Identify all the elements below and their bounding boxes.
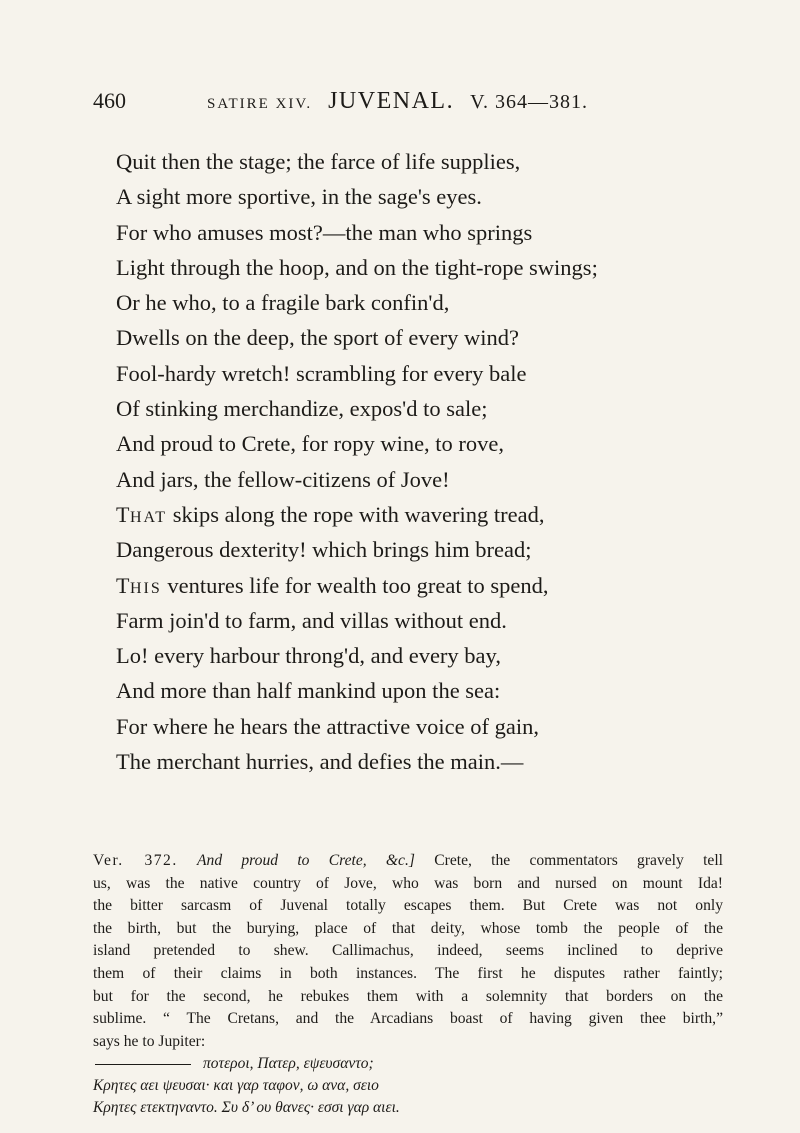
- footnote: [93, 850, 723, 1053]
- satire-label: SATIRE XIV.: [207, 96, 313, 112]
- note-line: us, was the native country of Jove, who was born and nursed on mount Ida!: [93, 874, 723, 892]
- verse-line: Farm join'd to farm, and villas without end.: [116, 607, 507, 633]
- small-caps-initial: T: [116, 501, 130, 527]
- verse-line: For who amuses most?—the man who springs: [116, 219, 533, 245]
- verse-line: And proud to Crete, for ropy wine, to rove,: [116, 431, 505, 457]
- note-line: the bitter sarcasm of Juvenal totally escapes them. But Crete was not only: [93, 897, 723, 915]
- verse-line: And more than half mankind upon the sea:: [116, 678, 501, 704]
- greek-line-text: ποτεροι, Πατερ, εψευσαντο;: [203, 1055, 374, 1072]
- quotation-dash: [95, 1064, 191, 1065]
- note-line: island pretended to shew. Callimachus, indeed, seems inclined to deprive: [93, 942, 723, 960]
- greek-line: [93, 1053, 723, 1075]
- verse-range: V. 364—381.: [470, 91, 588, 113]
- verse-line-text: skips along the rope with wavering tread,: [167, 501, 545, 527]
- small-caps-word: hat: [129, 501, 168, 527]
- verse-line: Or he who, to a fragile bark confin'd,: [116, 290, 450, 316]
- verse-line: Quit then the stage; the farce of life supplies,: [116, 149, 521, 174]
- verse-line-text: ventures life for wealth too great to spend,: [161, 572, 549, 598]
- small-caps-word: his: [129, 572, 162, 598]
- verse-line: Lo! every harbour throng'd, and every bay,: [116, 643, 501, 669]
- note-line: them of their claims in both instances. The first he disputes rather faintly;: [93, 964, 723, 982]
- page-number: 460: [93, 88, 126, 113]
- verse-line: [116, 497, 736, 532]
- greek-line: Κρητες ετεκτηναντο. Συ δ’ ου θανες· εσσι γαρ αιει.: [93, 1099, 400, 1116]
- note-line: [93, 850, 723, 873]
- verse-line: Light through the hoop, and on the tight-rope swings;: [116, 254, 598, 280]
- note-line: says he to Jupiter:: [93, 1032, 206, 1050]
- note-line: the birth, but the burying, place of that deity, whose tomb the people of the: [93, 919, 723, 937]
- running-header: [93, 88, 725, 118]
- small-caps-initial: T: [116, 572, 130, 598]
- verse-line: For where he hears the attractive voice of gain,: [116, 713, 539, 739]
- greek-line: Κρητες αει ψευσαι· και γαρ ταφον, ω ανα, σειο: [93, 1077, 379, 1094]
- verse-line: And jars, the fellow-citizens of Jove!: [116, 466, 450, 492]
- note-reference-title: And proud to Crete, &c.]: [197, 852, 415, 869]
- greek-quotation: [93, 1053, 723, 1119]
- poem-translation: [116, 144, 736, 779]
- verse-line: A sight more sportive, in the sage's eyes.: [116, 184, 482, 210]
- note-line: sublime. “ The Cretans, and the Arcadians boast of having given thee birth,”: [93, 1010, 723, 1028]
- verse-line: [116, 568, 736, 603]
- note-line-text: Crete, the commentators gravely tell: [434, 852, 723, 869]
- author-name: JUVENAL.: [328, 88, 455, 114]
- verse-line: Dangerous dexterity! which brings him bread;: [116, 537, 532, 563]
- verse-line: Of stinking merchandize, expos'd to sale;: [116, 396, 488, 422]
- note-reference: Ver. 372.: [93, 852, 178, 869]
- verse-line: Fool-hardy wretch! scrambling for every bale: [116, 360, 527, 386]
- note-line: but for the second, he rebukes them with a solemnity that borders on the: [93, 987, 723, 1005]
- verse-line: The merchant hurries, and defies the main.—: [116, 749, 524, 775]
- verse-line: Dwells on the deep, the sport of every wind?: [116, 325, 520, 351]
